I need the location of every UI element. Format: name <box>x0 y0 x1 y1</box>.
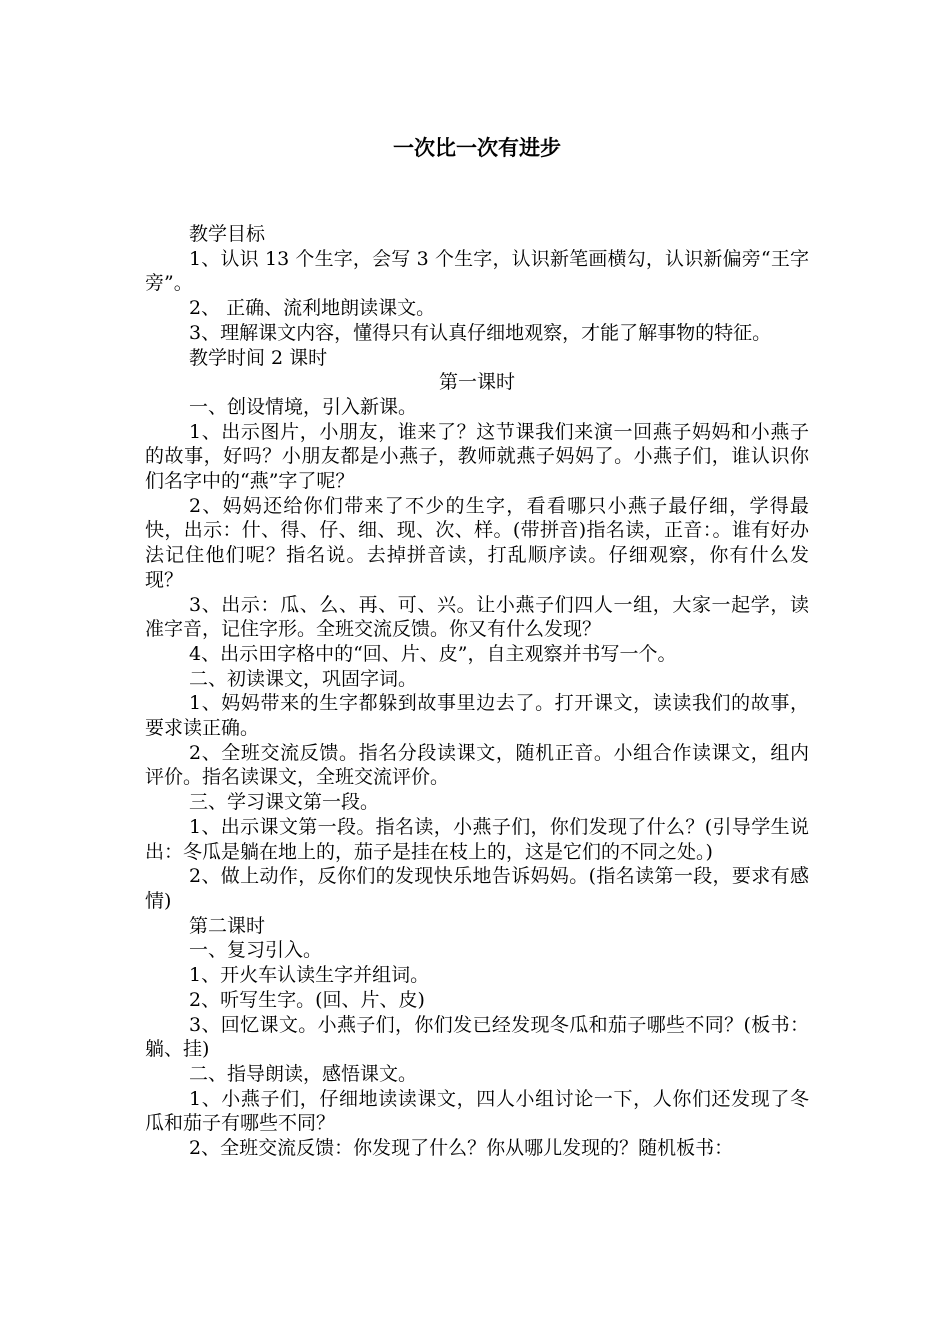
body-paragraph: 1、开火车认读生字并组词。 <box>189 964 430 987</box>
teaching-time: 教学时间 2 课时 <box>189 346 328 369</box>
section-heading-objectives: 教学目标 <box>189 223 266 245</box>
step-heading: 二、指导朗读，感悟课文。 <box>189 1062 418 1085</box>
document-body <box>145 222 809 1161</box>
body-paragraph: 3、出示：瓜、么、再、可、兴。让小燕子们四人一组，大家一起学，读准字音，记住字形。全班交流反馈。你又有什么发现？ <box>145 593 809 641</box>
body-paragraph: 4、出示田字格中的“回、片、皮”，自主观察并书写一个。 <box>189 642 677 665</box>
body-paragraph: 1、出示课文第一段。指名读，小燕子们，你们发现了什么？(引导学生说出：冬瓜是躺在地上的，茄子是挂在枝上的，这是它们的不同之处。) <box>145 815 809 863</box>
lesson-heading-first: 第一课时 <box>438 371 515 394</box>
body-paragraph: 2、全班交流反馈：你发现了什么？你从哪儿发现的？随机板书： <box>189 1137 734 1160</box>
body-paragraph: 2、全班交流反馈。指名分段读课文，随机正音。小组合作读课文，组内评价。指名读课文，全班交流评价。 <box>145 741 809 789</box>
body-paragraph: 2、妈妈还给你们带来了不少的生字，看看哪只小燕子最仔细，学得最快，出示：什、得、仔、细、现、次、样。(带拼音)指名读，正音：。谁有好办法记住他们呢？指名说。去掉拼音读，打乱顺序读。仔细观察，你有什么发现？ <box>145 494 809 591</box>
body-paragraph: 1、小燕子们，仔细地读读课文，四人小组讨论一下，人你们还发现了冬瓜和茄子有哪些不同？ <box>145 1087 809 1135</box>
body-paragraph: 1、妈妈带来的生字都躲到故事里边去了。打开课文，读读我们的故事，要求读正确。 <box>145 692 809 740</box>
step-heading: 二、初读课文，巩固字词。 <box>189 667 418 690</box>
document-title: 一次比一次有进步 <box>393 136 561 160</box>
step-heading: 三、学习课文第一段。 <box>189 791 380 814</box>
body-paragraph: 1、出示图片，小朋友，谁来了？这节课我们来演一回燕子妈妈和小燕子的故事，好吗？小朋友都是小燕子，教师就燕子妈妈了。小燕子们，谁认识你们名字中的“燕”字了呢？ <box>145 420 809 493</box>
body-paragraph: 2、做上动作，反你们的发现快乐地告诉妈妈。(指名读第一段，要求有感情) <box>145 865 809 912</box>
objective-item: 3、理解课文内容，懂得只有认真仔细地观察，才能了解事物的特征。 <box>189 321 772 344</box>
document-page <box>145 132 809 1161</box>
body-paragraph: 2、听写生字。(回、片、皮) <box>189 988 425 1011</box>
body-paragraph: 3、回忆课文。小燕子们，你们发已经发现冬瓜和茄子哪些不同？(板书：躺、挂) <box>145 1013 809 1061</box>
step-heading: 一、复习引入。 <box>189 939 323 962</box>
objective-item: 1、认识 13 个生字，会写 3 个生字，认识新笔画横勾，认识新偏旁“王字旁”。 <box>145 247 809 295</box>
objective-item: 2、 正确、流利地朗读课文。 <box>189 297 436 320</box>
step-heading: 一、创设情境，引入新课。 <box>189 395 418 418</box>
lesson-heading-second: 第二课时 <box>189 914 266 937</box>
